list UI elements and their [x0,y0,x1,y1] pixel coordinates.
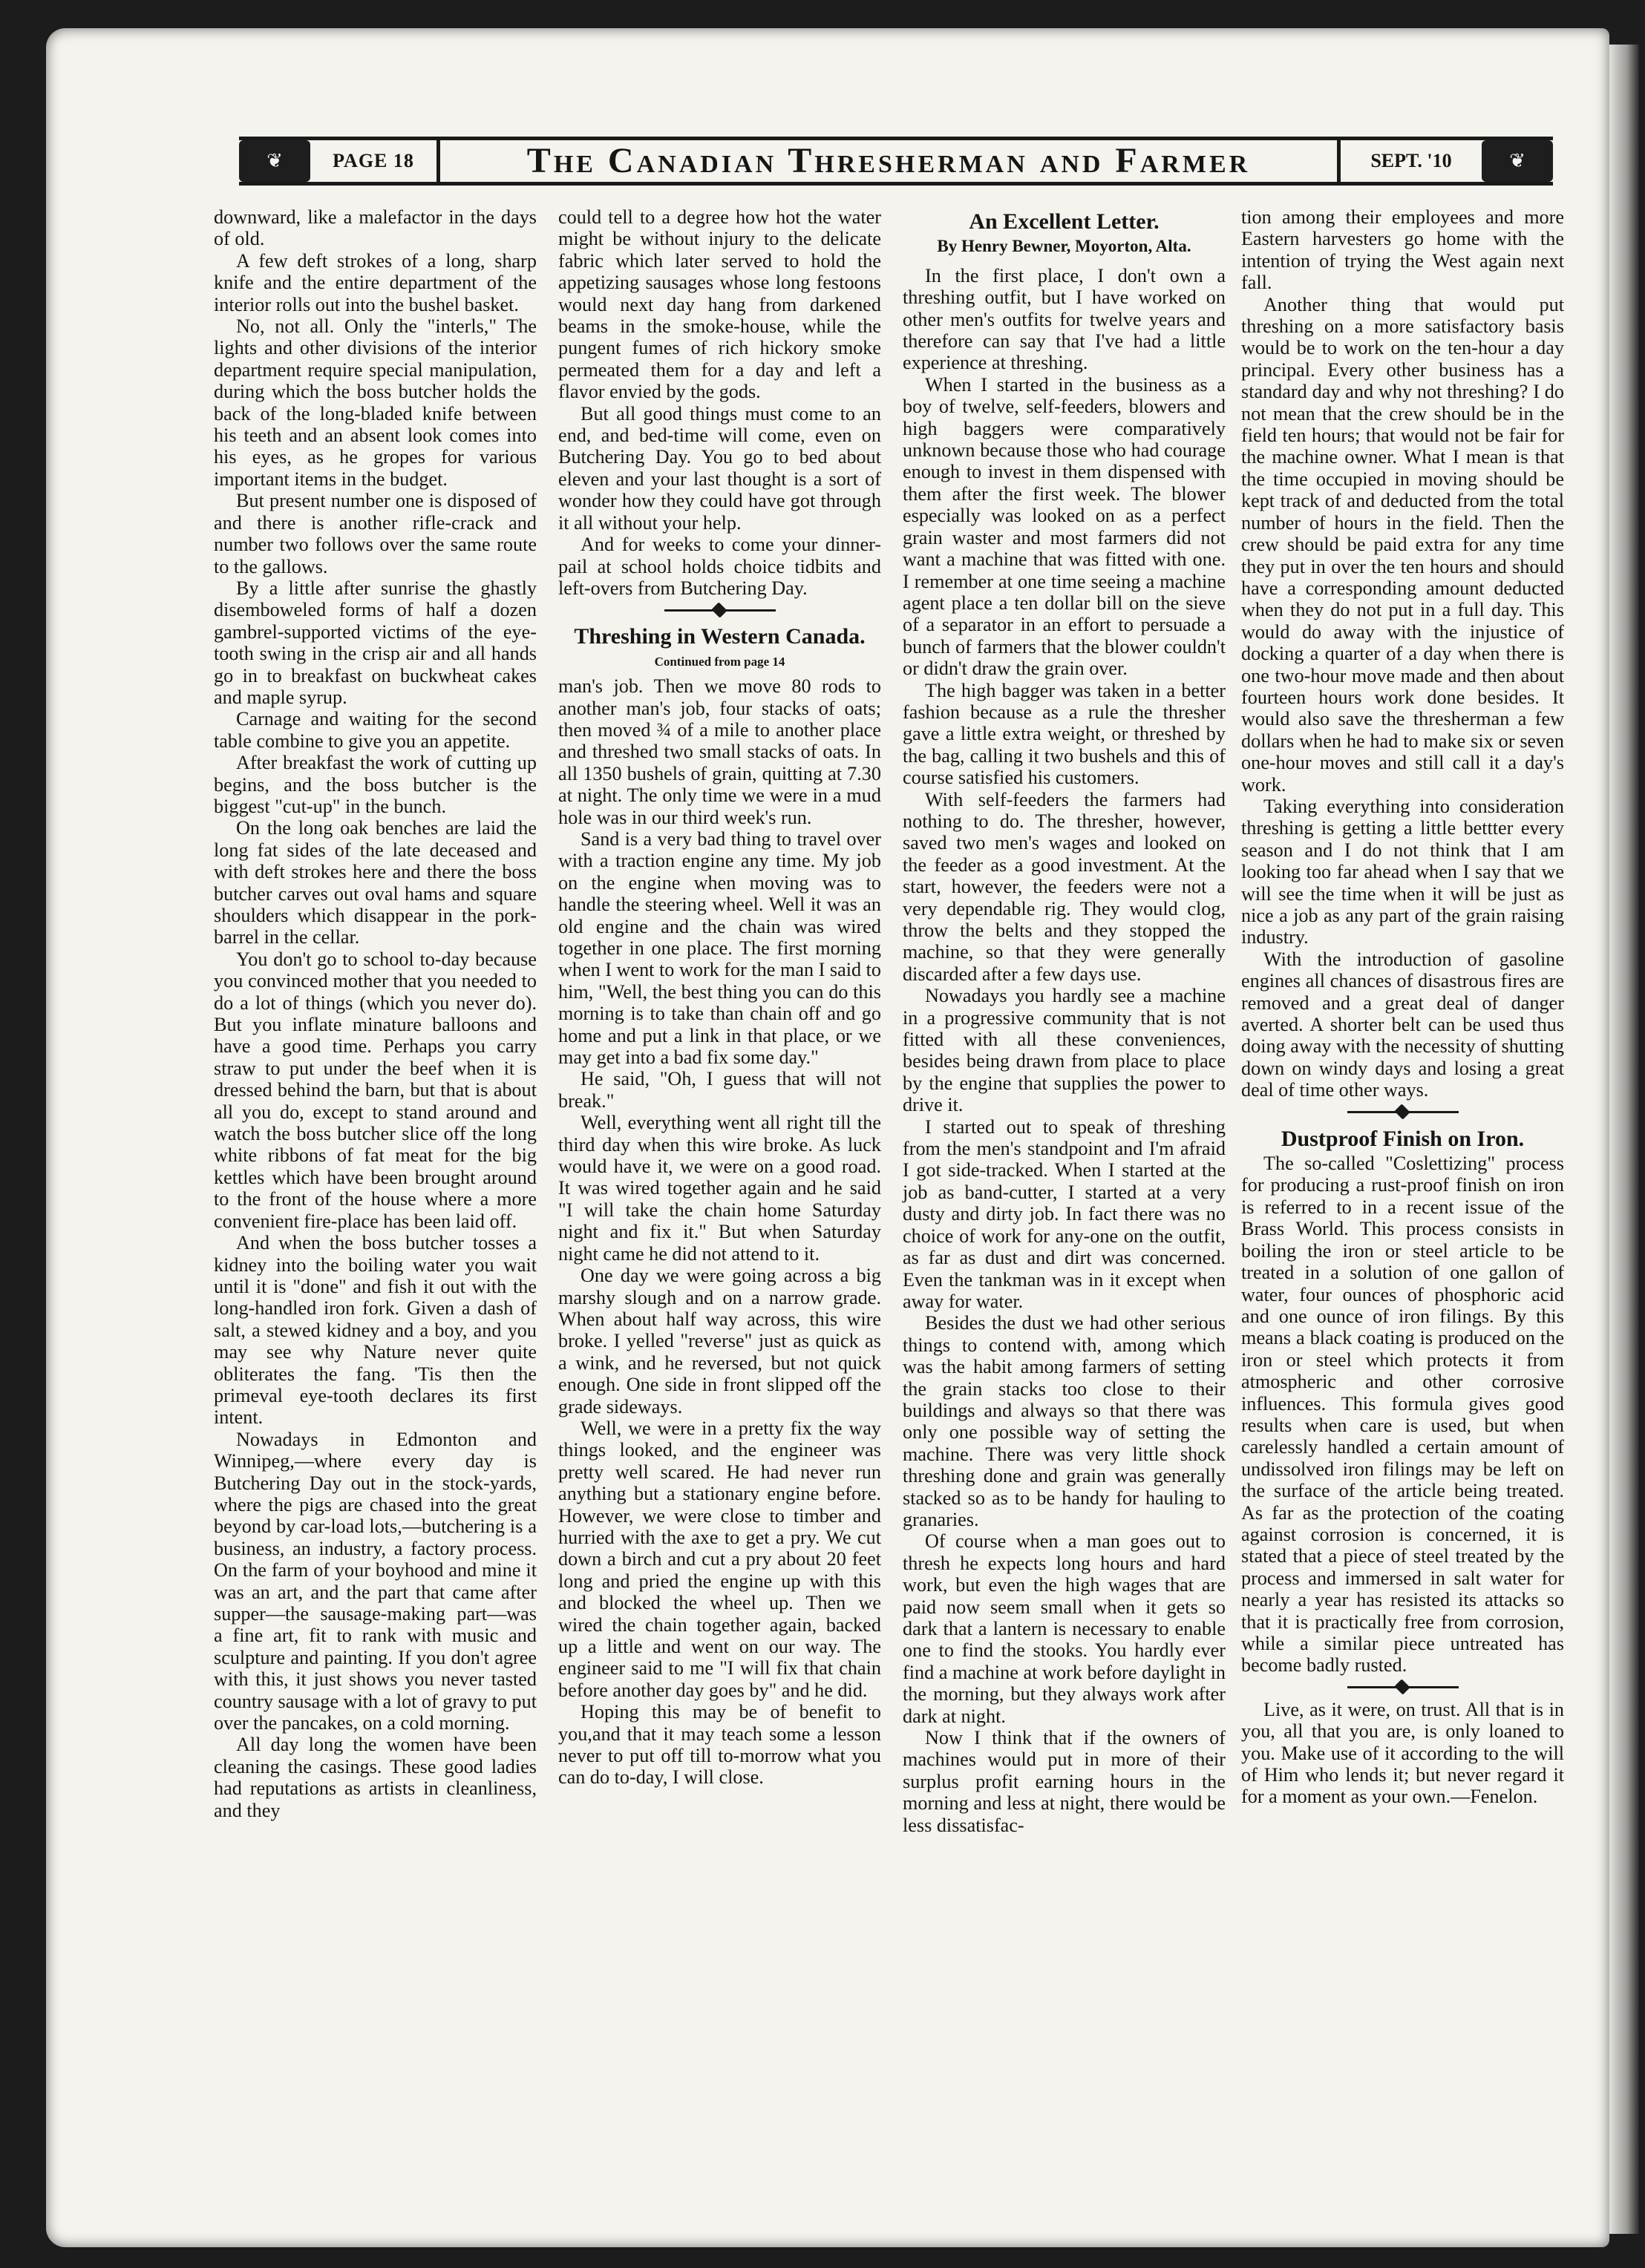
paragraph: A few deft strokes of a long, sharp knife and the entire department of the interior rolls out into the bushel basket. [214,249,537,315]
masthead [239,137,1553,186]
paragraph: With the introduction of gasoline engines all chances of disastrous fires are removed and a great deal of danger averted. A shorter belt can be used thus doing away with the necessity of shutting down on windy days and losing a great deal of time other ways. [1241,948,1564,1101]
paragraph: The so-called "Coslettizing" process for producing a rust-proof finish on iron is referred to in a recent issue of the Brass World. This process consists in boiling the iron or steel article to be treated in a solution of one gallon of water, four ounces of phosphoric acid and one ounce of iron filings. By this means a black coating is produced on the iron or steel which protects it from atmospheric and other corrosive influences. This formula gives good results when care is used, but when carelessly handled a certain amount of undissolved iron filings may be left on the surface of the article being treated. As far as the protection of the coating against corrosion is concerned, it is stated that a piece of steel treated by the process and immersed in salt water for nearly a year has resisted its attacks so that it is practically free from corrosion, while a similar piece untreated has become badly rusted. [1241,1153,1564,1677]
paragraph: One day we were going across a big marshy slough and on a narrow grade. When about half way across, this wire broke. I yelled "reverse" just as quick as a wink, and he reversed, but not quick enough. One side in front slipped off the grade sideways. [558,1265,881,1418]
paragraph: After breakfast the work of cutting up begins, and the boss butcher is the biggest "cut-up" in the bunch. [214,752,537,817]
paragraph: In the first place, I don't own a threshing outfit, but I have worked on other men's outfits for twelve years and therefore can say that I've had a little experience at threshing. [903,264,1226,374]
paragraph: All day long the women have been cleaning the casings. These good ladies had reputations as artists in cleanliness, and they [214,1734,537,1821]
paragraph: Of course when a man goes out to thresh he expects long hours and hard work, but even the high wages that are paid now seem small when it gets so dark that a lantern is necessary to enable one to find the stooks. You hardly ever find a machine at work before daylight in the morning, but they always work after dark at night. [903,1530,1226,1727]
paragraph: tion among their employees and more Eastern harvesters go home with the intention of trying the West again next fall. [1241,206,1564,294]
paragraph: Well, everything went all right till the third day when this wire broke. As luck would have it, we were on a good road. It was wired together again and he said "I will take the chain home Saturday night and fix it." But when Saturday night came he did not attend to it. [558,1112,881,1265]
ornament-left-icon: ❦ [239,140,310,182]
section-divider [1241,1677,1564,1699]
paragraph: But all good things must come to an end, and bed-time will come, even on Butchering Day. You go to bed about eleven and your last thought is a sort of wonder how they could have got through it all without your help. [558,402,881,534]
paragraph: He said, "Oh, I guess that will not break." [558,1068,881,1112]
page-label: PAGE 18 [333,150,414,171]
paragraph: Nowadays you hardly see a machine in a progressive community that is not fitted with all these conveniences, besides being drawn from place to place by the engine that supplies the power to drive it. [903,985,1226,1116]
paragraph: On the long oak benches are laid the long fat sides of the late deceased and with deft strokes here and there the boss butcher carves out oval hams and square shoulders which disappear in the pork-barrel in the cellar. [214,817,537,948]
article-title: Dustproof Finish on Iron. [1281,1126,1525,1151]
paragraph: could tell to a degree how hot the water might be without injury to the delicate fabric which later served to hold the appetizing sausages whose long festoons would next day hang from darkened beams in the smoke-house, while the pungent fumes of rich hickory smoke permeated them for a day and left a flavor envied by the gods. [558,206,881,403]
paragraph: Besides the dust we had other serious things to contend with, among which was the habit among farmers of setting the grain stacks too close to their buildings and always so that there was only one possible way of setting the machine. There was very little shock threshing done and grain was generally stacked so as to be handy for hauling to granaries. [903,1312,1226,1530]
paragraph: When I started in the business as a boy of twelve, self-feeders, blowers and high baggers were comparatively unknown because those who had courage enough to invest in them dispensed with them after the first week. The blower especially was looked on as a perfect grain waster and most farmers did not want a machine that was fitted with one. I remember at one time seeing a machine agent place a ten dollar bill on the sieve of a separator in an effort to persuade a bunch of farmers that the blower couldn't or didn't draw the grain over. [903,373,1226,680]
paragraph: But present number one is disposed of and there is another rifle-crack and number two follows over the same route to the gallows. [214,490,537,577]
paragraph: Well, we were in a pretty fix the way things looked, and the engineer was pretty well scared. He had never run anything but a stationary engine before. However, we were close to timber and hurried with the axe to get a pry. We cut down a birch and cut a pry about 20 feet long and pried the engine up with this and blocked the wheel up. Then we wired the chain together again, backed up a little and went on our way. The engineer said to me "I will fix that chain before another day goes by" and he did. [558,1417,881,1701]
column-4 [1241,206,1564,1808]
paragraph: And when the boss butcher tosses a kidney into the boiling water you wait until it is "done" and fish it out with the long-handled iron fork. Given a dash of salt, a stewed kidney and a boy, and you may see why Nature never quite obliterates the fang. 'Tis then the primeval eye-tooth declares its first intent. [214,1232,537,1429]
paragraph: I started out to speak of threshing from the men's standpoint and I'm afraid I got side-tracked. When I started at the job as band-cutter, I started at a very dusty and dirty job. In fact there was no choice of work for any-one on the outfit, as far as dust and dirt was concerned. Even the tankman was in it except when away for water. [903,1115,1226,1312]
paragraph: downward, like a malefactor in the days of old. [214,206,537,250]
quote-paragraph: Live, as it were, on trust. All that is in you, all that you are, is only loaned to you. Make use of it according to the will of Him who lends it; but never regard it for a moment as your own.—Fenelon. [1241,1698,1564,1808]
masthead-title: The Canadian Thresherman and Farmer [436,140,1341,182]
paragraph: The high bagger was taken in a better fashion because as a rule the thresher gave a little extra weight, or threshed by the bag, calling it two bushels and this of course satisfied his customers. [903,679,1226,789]
paragraph: By a little after sunrise the ghastly disemboweled forms of half a dozen gambrel-supported victims of the eye-tooth swing in the crisp air and all hands go in to breakfast on buckwheat cakes and maple syrup. [214,577,537,708]
paragraph: And for weeks to come your dinner-pail at school holds choice tidbits and left-overs from Butchering Day. [558,534,881,599]
section-divider [1241,1101,1564,1124]
section-divider [558,599,881,621]
paragraph: Another thing that would put threshing on a more satisfactory basis would be to work on the ten-hour a day principal. Every other business has a standard day and why not threshing? I do not mean that the crew should be in the field ten hours; that would not be fair for the machine owner. What I mean is that the time occupied in moving should be kept track of and deducted from the total number of hours in the field. Then the crew should be paid extra for any time they put in over the ten hours and should have a corresponding amount deducted when they do not put in a full day. This would do away with the injustice of docking a quarter of a day when there is one two-hour move made and then about fourteen hours work done besides. It would also save the thresherman a few dollars when he had to make six or seven one-hour moves and still call it a day's work. [1241,293,1564,796]
column-1 [214,206,537,1821]
column-3 [903,206,1226,1836]
paragraph: Hoping this may be of benefit to you,and that it may teach some a lesson never to put off till to-morrow what you can do to-day, I will close. [558,1701,881,1789]
paragraph: Now I think that if the owners of machines would put in more of their surplus profit earning hours in the morning and less at night, there would be less dissatisfac- [903,1727,1226,1836]
issue-date: SEPT. '10 [1370,150,1452,171]
paragraph: No, not all. Only the "interls," The lights and other divisions of the interior department require special manipulation, during which the boss butcher holds the back of the long-bladed knife between his teeth and an absent look comes into his eyes, as he gropes for various important items in the budget. [214,315,537,490]
paragraph: Sand is a very bad thing to travel over with a traction engine any time. My job on the engine when moving was to handle the steering wheel. Well it was an old engine and the chain was wired together in one place. The first morning when I went to work for the man I said to him, "Well, the best thing you can do this morning is to take than chain off and go home and put a link in that place, or we may get into a bad fix some day." [558,827,881,1069]
column-2 [558,206,881,1789]
article-title: An Excellent Letter. [969,209,1160,234]
paragraph: Carnage and waiting for the second table combine to give you an appetite. [214,708,537,752]
continued-note: Continued from page 14 [654,654,785,669]
paragraph: man's job. Then we move 80 rods to another man's job, four stacks of oats; then moved ¾ of a mile to another place and threshed two small stacks of oats. In all 1350 bushels of grain, quitting at 7.30 at night. The only time we were in a mud hole was in our third week's run. [558,675,881,828]
ornament-right-icon: ❦ [1482,140,1553,182]
page-edge [1609,45,1639,2234]
paragraph: Taking everything into consideration threshing is getting a little bettter every season and I do not think that I am looking too far ahead when I say that we will see the time when it will be just as nice a job as any part of the grain raising industry. [1241,795,1564,948]
article-byline: By Henry Bewner, Moyorton, Alta. [937,237,1191,256]
paragraph: With self-feeders the farmers had nothing to do. The thresher, however, saved two men's wages and looked on the feeder as a good investment. At the start, however, the feeders were not a very dependable rig. They would clog, throw the belts and they stopped the machine, so that they were generally discarded after a few days use. [903,788,1226,985]
paragraph: You don't go to school to-day because you convinced mother that you needed to do a lot of things (which you never do). But you inflate minature balloons and have a good time. Perhaps you carry straw to put under the beef when it is dressed behind the barn, but that is about all you do, except to stand around and watch the boss butcher slice off the long white ribbons of fat meat for the big kettles which have been brought around to the front of the house where a more convenient fire-place has been laid off. [214,948,537,1232]
paragraph: Nowadays in Edmonton and Winnipeg,—where every day is Butchering Day out in the stock-yards, where the pigs are chased into the great beyond by car-load lots,—butchering is a business, an industry, a factory process. On the farm of your boyhood and mine it was an art, and the part that came after supper—the sausage-making part—was a fine art, fit to rank with music and sculpture and painting. If you don't agree with this, it just shows you never tasted country sausage with a lot of gravy to put over the pancakes, on a cold morning. [214,1428,537,1734]
article-title: Threshing in Western Canada. [574,624,866,649]
